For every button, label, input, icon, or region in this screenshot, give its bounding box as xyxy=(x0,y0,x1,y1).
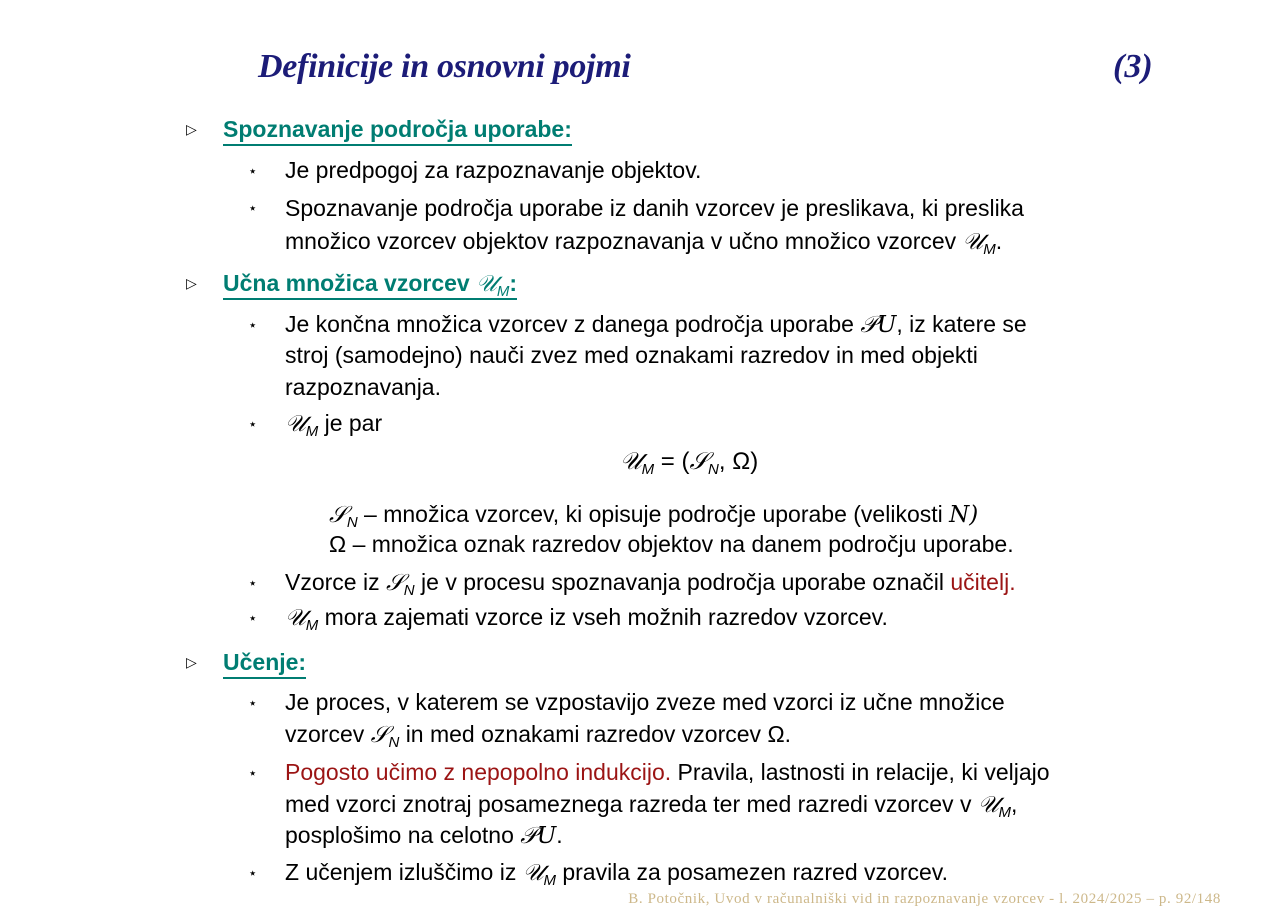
list-item xyxy=(285,859,948,889)
list-item: Je predpogoj za razpoznavanje objektov. xyxy=(285,157,702,183)
math-N: N) xyxy=(949,502,979,528)
item-text: in med oznakami razredov vzorcev xyxy=(405,721,762,747)
math-sub-N: N xyxy=(708,461,719,478)
list-item: Je proces, v katerem se vzpostavijo zveze med vzorci iz učne množice xyxy=(285,689,1005,715)
math-omega: Ω xyxy=(329,531,347,557)
math-U: 𝒰 xyxy=(476,271,497,297)
item-text: Pravila, lastnosti in relacije, ki veljajo xyxy=(677,759,1050,785)
list-item xyxy=(285,313,1027,337)
math-S: 𝒮 xyxy=(689,447,709,475)
item-text: vzorcev xyxy=(285,721,365,747)
math-sub-M: M xyxy=(496,283,510,300)
star-bullet-icon: ⋆ xyxy=(248,163,258,180)
math-sub-M: M xyxy=(543,872,556,889)
item-text: mora zajemati vzorce iz vseh možnih razredov vzorcev. xyxy=(324,604,888,630)
math-U: 𝒰 xyxy=(285,411,306,437)
definition-line xyxy=(329,501,979,531)
list-item-continued: posplošimo na celotno 𝒫U. xyxy=(285,822,563,849)
heading-colon: : xyxy=(509,270,517,296)
math-sub-M: M xyxy=(998,804,1012,821)
triangle-right-icon: ▷ xyxy=(186,121,197,137)
math-S: 𝒮 xyxy=(370,722,389,748)
math-U: 𝒰 xyxy=(620,447,642,475)
star-bullet-icon: ⋆ xyxy=(248,765,258,782)
math-U: 𝒰 xyxy=(962,229,984,255)
footer: B. Potočnik, Uvod v računalniški vid in razpoznavanje vzorcev - l. 2024/2025 – p. 92/148 xyxy=(628,891,1221,907)
item-text: Z učenjem izluščimo iz xyxy=(285,859,517,885)
star-bullet-icon: ⋆ xyxy=(248,317,258,334)
item-text: pravila za posamezen razred vzorcev. xyxy=(562,859,948,885)
math-S: 𝒮 xyxy=(385,570,404,596)
math-sub-N: N xyxy=(346,514,358,531)
list-item-continued: stroj (samodejno) nauči zvez med oznakami razredov in med objekti xyxy=(285,342,978,368)
star-bullet-icon: ⋆ xyxy=(248,610,258,627)
section-heading xyxy=(223,270,517,300)
math-U: 𝒰 xyxy=(977,792,999,818)
equation-op: = ( xyxy=(660,448,690,475)
list-item-continued: vzorcev 𝒮$_N$ in med oznakami razredov vzorcev Ω. xyxy=(285,721,792,751)
math-U: 𝒰 xyxy=(285,605,306,631)
emphasis-text: učitelj xyxy=(950,569,1010,595)
math-sub-N: N xyxy=(403,582,415,599)
list-item xyxy=(285,569,1016,599)
list-item xyxy=(285,761,1050,784)
math-sub-M: M xyxy=(305,423,319,440)
star-bullet-icon: ⋆ xyxy=(248,575,258,592)
math-PU: 𝒫U xyxy=(860,312,897,338)
list-item-continued: med vzorci znotraj posameznega razreda ter med razredi vzorcev v 𝒰$_M$, xyxy=(285,791,1018,821)
math-omega: Ω xyxy=(732,448,751,475)
page-number: (3) xyxy=(1113,48,1153,85)
triangle-right-icon: ▷ xyxy=(186,275,197,291)
item-text: je par xyxy=(324,410,383,436)
math-sub-M: M xyxy=(641,461,655,478)
definition-text: – množica vzorcev, ki opisuje področje uporabe (velikosti xyxy=(364,501,943,527)
section-heading: Spoznavanje področja uporabe: xyxy=(223,116,572,146)
math-sub-N: N xyxy=(388,734,400,751)
definition-text: – množica oznak razredov objektov na danem področju uporabe. xyxy=(352,531,1014,557)
emphasis-text: Pogosto učimo z nepopolno indukcijo. xyxy=(285,759,672,785)
star-bullet-icon: ⋆ xyxy=(248,865,258,882)
star-bullet-icon: ⋆ xyxy=(248,200,258,217)
star-bullet-icon: ⋆ xyxy=(248,695,258,712)
list-item-continued: množico vzorcev objektov razpoznavanja v učno množico vzorcev 𝒰$_M$. xyxy=(285,228,1003,258)
item-text: med vzorci znotraj posameznega razreda ter med razredi vzorcev v xyxy=(285,791,972,817)
item-text: posplošimo na celotno xyxy=(285,822,514,848)
math-sub-M: M xyxy=(305,617,319,634)
list-item-continued: razpoznavanja. xyxy=(285,374,441,400)
item-text: , iz katere se xyxy=(896,311,1027,337)
math-omega: Ω xyxy=(767,721,785,747)
heading-text: Učna množica vzorcev xyxy=(223,270,470,296)
math-PU: 𝒫U xyxy=(520,823,557,849)
definition-line xyxy=(329,533,1014,556)
item-text: Vzorce iz xyxy=(285,569,380,595)
item-text: množico vzorcev objektov razpoznavanja v učno množico vzorcev xyxy=(285,228,957,254)
triangle-right-icon: ▷ xyxy=(186,654,197,670)
item-text: je v procesu spoznavanja področja uporabe označil xyxy=(421,569,944,595)
math-S: 𝒮 xyxy=(329,502,347,528)
math-sub-M: M xyxy=(983,241,996,258)
page-title: Definicije in osnovni pojmi xyxy=(258,48,631,85)
list-item xyxy=(285,604,888,634)
item-text: Je končna množica vzorcev z danega področja uporabe xyxy=(285,311,854,337)
equation: 𝒰$_M$ = (𝒮$_N$, Ω) xyxy=(620,447,759,478)
star-bullet-icon: ⋆ xyxy=(248,416,258,433)
math-U: 𝒰 xyxy=(522,860,544,886)
section-heading: Učenje: xyxy=(223,649,306,679)
emphasis-period: . xyxy=(1009,569,1016,595)
list-item xyxy=(285,410,383,440)
list-item: Spoznavanje področja uporabe iz danih vzorcev je preslikava, ki preslika xyxy=(285,195,1024,221)
